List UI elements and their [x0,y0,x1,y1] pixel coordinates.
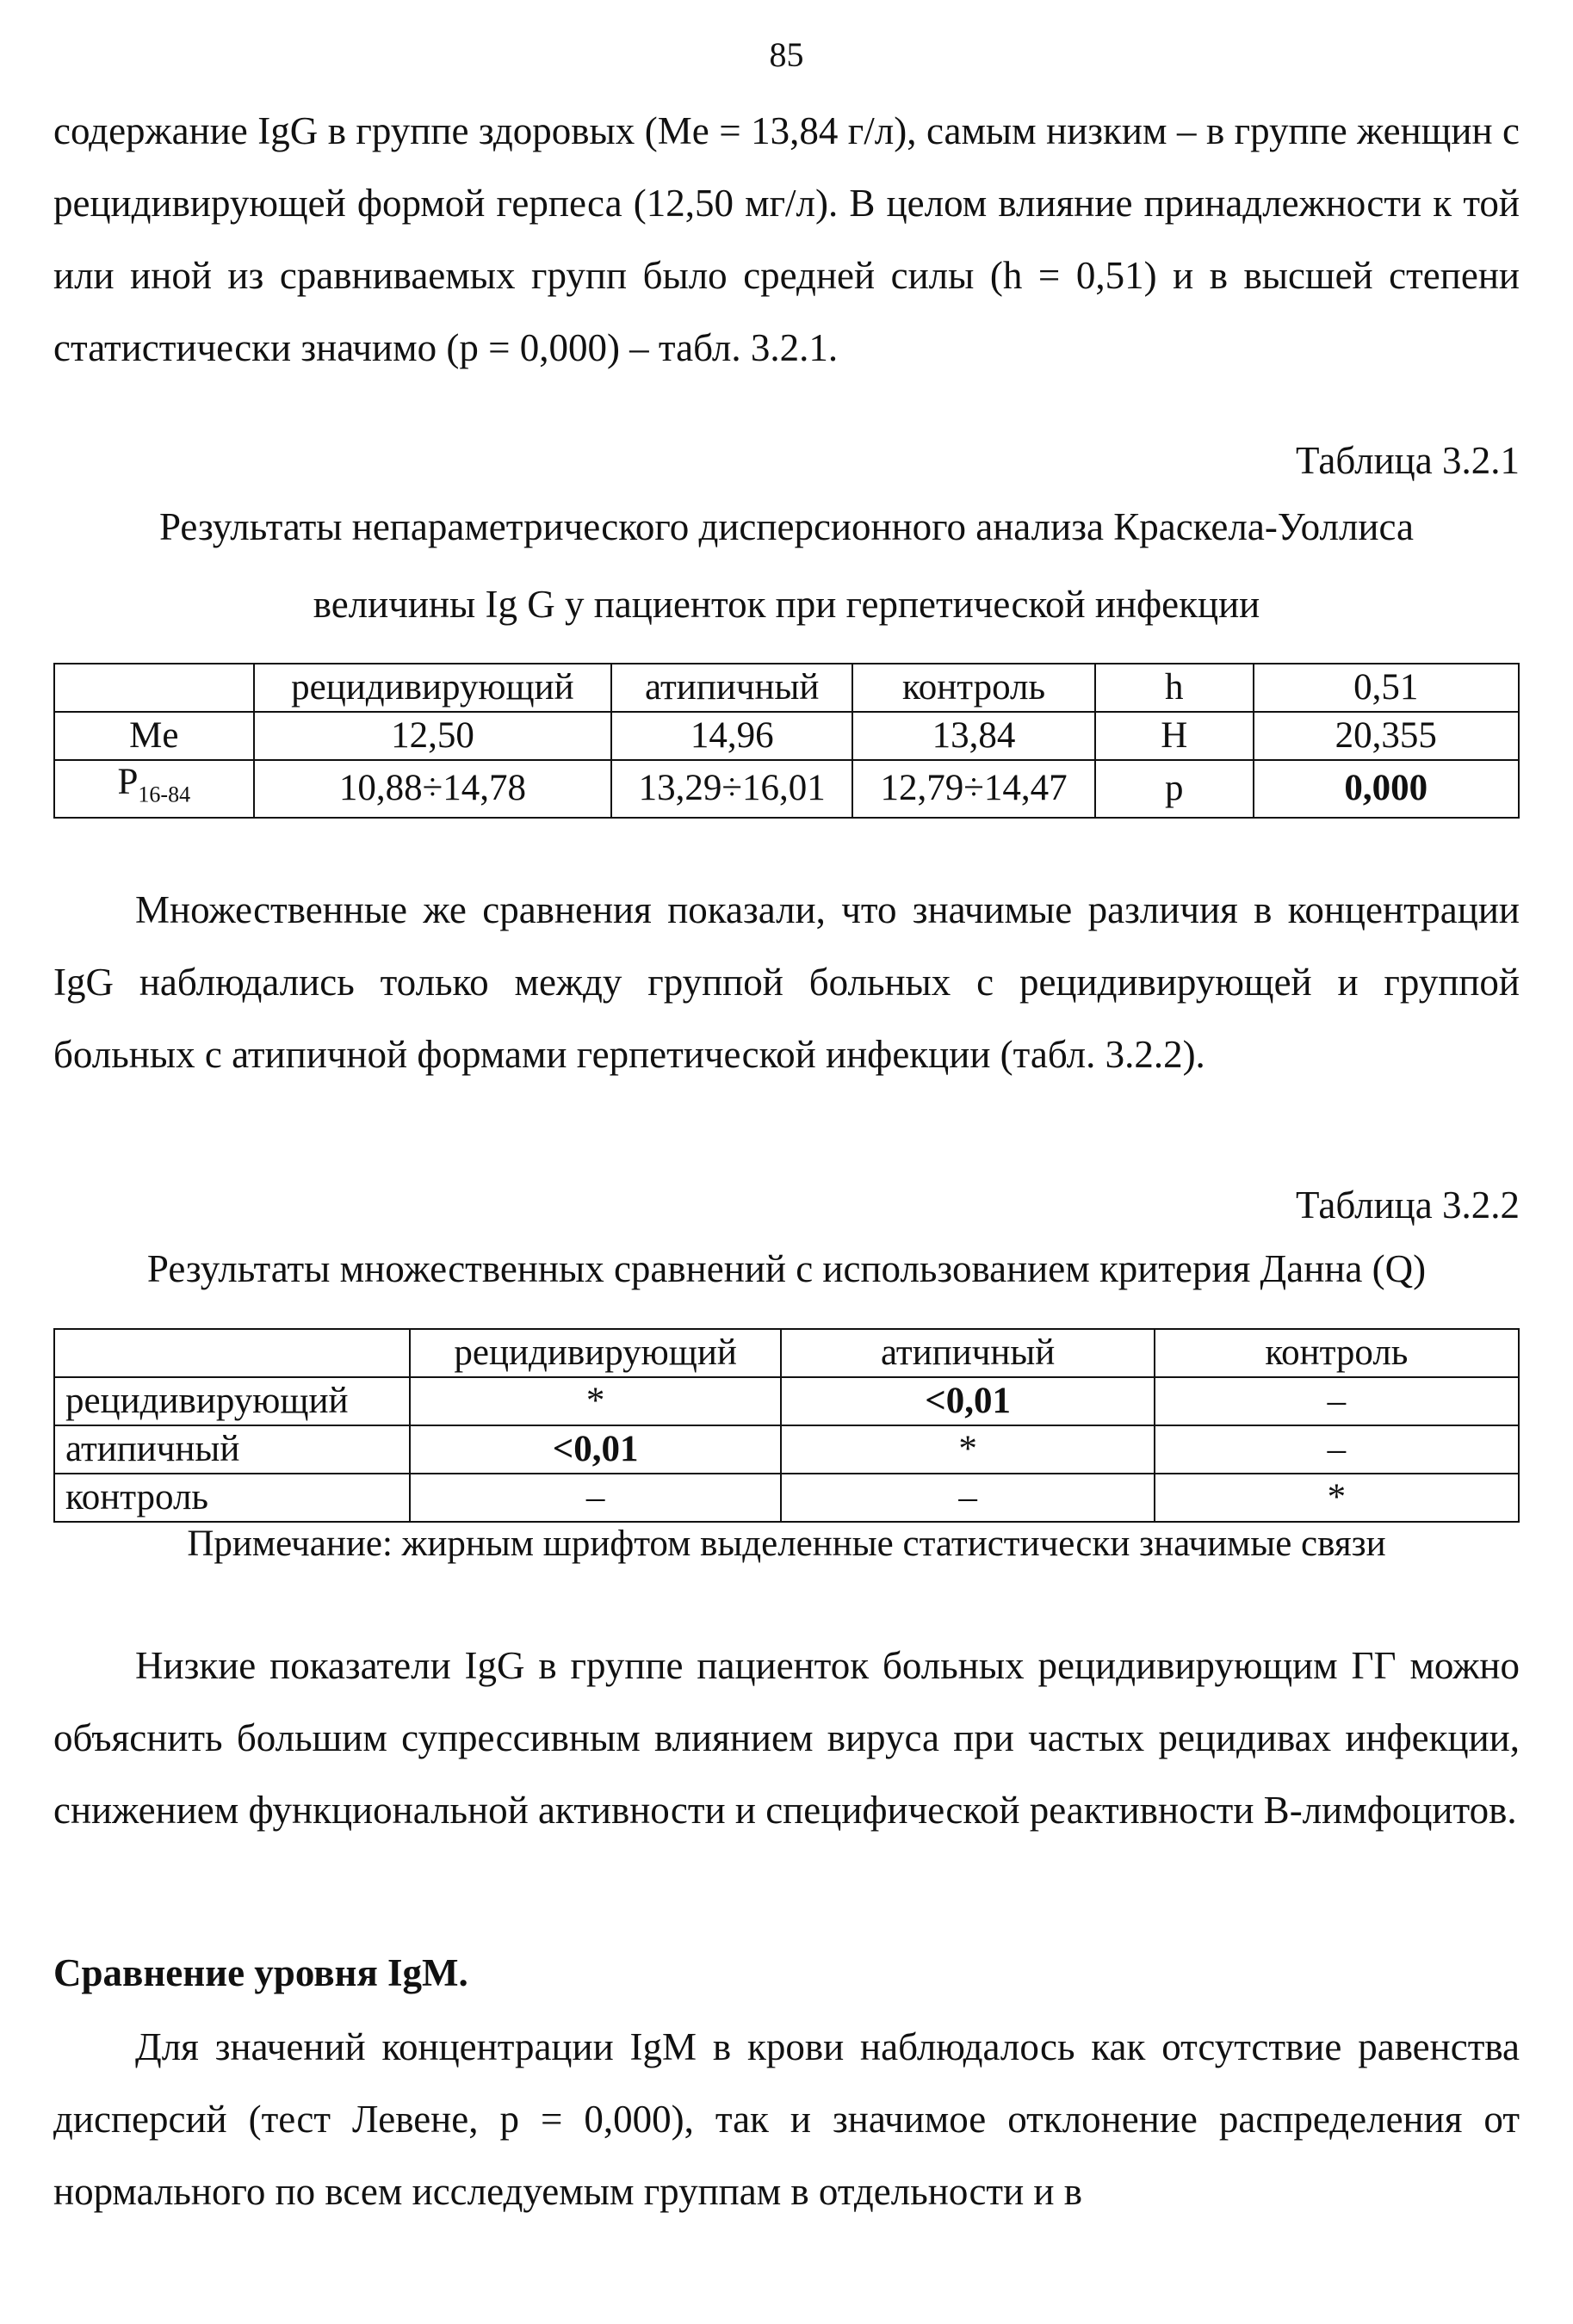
table-row [54,712,1519,760]
table-cell: 13,29÷16,01 [611,760,852,818]
table-cell: 12,79÷14,47 [852,760,1095,818]
table-row [54,1474,1519,1522]
table-3-2-1-label: Таблица 3.2.1 [1296,439,1520,482]
table-cell [54,1329,410,1377]
table-cell: – [1155,1377,1519,1425]
section-heading-igm: Сравнение уровня IgM. [53,1951,468,1994]
table-cell: Me [54,712,254,760]
table-cell: H [1095,712,1254,760]
table-row [54,760,1519,818]
table-cell: – [781,1474,1154,1522]
percentile-subscript: 16-84 [138,782,191,807]
paragraph-igg-groups: содержание IgG в группе здоровых (Me = 13,84 г/л), самым низким – в группе женщин с рецидивирующей формой герпеса (12,50 мг/л). В целом влияние принадлежности к той или иной из сравниваемых групп было средней силы (h = 0,51) и в высшей степени статистически значимо (p = 0,000) – табл. 3.2.1. [53,109,1520,369]
table-cell: h [1095,664,1254,712]
table-cell: атипичный [781,1329,1154,1377]
table-cell: 0,000 [1254,760,1519,818]
table-cell: – [410,1474,782,1522]
table-row [54,1377,1519,1425]
table-cell: – [1155,1425,1519,1474]
table-cell: * [410,1377,782,1425]
percentile-label: P [117,762,139,802]
table-row [54,1329,1519,1377]
table-3-2-2-label: Таблица 3.2.2 [1296,1184,1520,1227]
paragraph-igm-dispersion: Для значений концентрации IgM в крови наблюдалось как отсутствие равенства дисперсий (тест Левене, p = 0,000), так и значимое отклонение распределения от нормального по всем исследуемым группам в отдельности и в [53,2025,1520,2213]
table-cell: <0,01 [410,1425,782,1474]
table-cell: контроль [1155,1329,1519,1377]
paragraph-low-igg-explanation: Низкие показатели IgG в группе пациенток больных рецидивирующим ГГ можно объяснить большим супрессивным влиянием вируса при частых рецидивах инфекции, снижением функциональной активности и специфической реактивности В-лимфоцитов. [53,1644,1520,1832]
table-3-2-2-note: Примечание: жирным шрифтом выделенные статистически значимые связи [187,1524,1386,1564]
table-cell: контроль [852,664,1095,712]
page-number: 85 [769,35,804,74]
document-page [53,0,1520,2324]
paragraph-multiple-comparisons: Множественные же сравнения показали, что значимые различия в концентрации IgG наблюдались только между группой больных с рецидивирующей и группой больных с атипичной формами герпетической инфекции (табл. 3.2.2). [53,888,1520,1076]
table-cell: 20,355 [1254,712,1519,760]
table-cell: 12,50 [254,712,612,760]
table-cell: p [1095,760,1254,818]
table-cell: атипичный [54,1425,410,1474]
table-cell: рецидивирующий [410,1329,782,1377]
table-cell: 14,96 [611,712,852,760]
table-3-2-1-caption-line1: Результаты непараметрического дисперсионного анализа Краскела-Уоллиса [159,505,1414,548]
table-cell: атипичный [611,664,852,712]
table-row [54,1425,1519,1474]
table-3-2-1 [53,663,1520,819]
table-cell: * [1155,1474,1519,1522]
table-cell [54,760,254,818]
table-cell: 13,84 [852,712,1095,760]
table-3-2-1-caption-line2: величины Ig G у пациенток при герпетической инфекции [313,583,1260,626]
table-cell: 0,51 [1254,664,1519,712]
table-3-2-2 [53,1328,1520,1523]
table-cell: рецидивирующий [254,664,612,712]
table-cell [54,664,254,712]
table-cell: контроль [54,1474,410,1522]
table-3-2-2-caption: Результаты множественных сравнений с использованием критерия Данна (Q) [146,1247,1427,1290]
table-row [54,664,1519,712]
table-cell: рецидивирующий [54,1377,410,1425]
table-cell: 10,88÷14,78 [254,760,612,818]
table-cell: <0,01 [781,1377,1154,1425]
table-cell: * [781,1425,1154,1474]
